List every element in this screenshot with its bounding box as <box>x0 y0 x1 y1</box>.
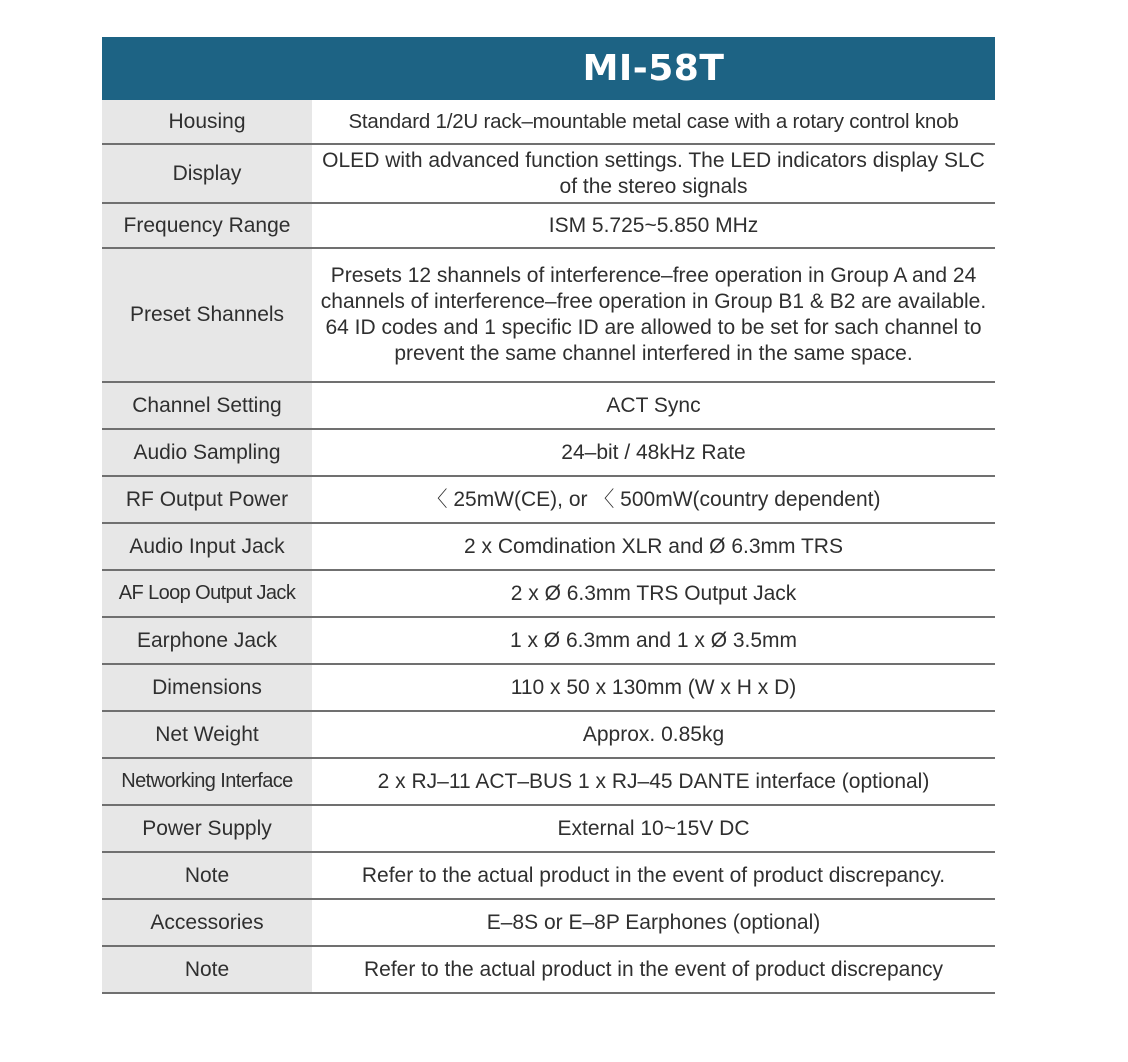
spec-label: Power Supply <box>102 806 312 851</box>
spec-label: Housing <box>102 100 312 143</box>
spec-label: RF Output Power <box>102 477 312 522</box>
spec-value: OLED with advanced function settings. The LED indicators display SLC of the stereo signals <box>312 145 995 202</box>
spec-value: E–8S or E–8P Earphones (optional) <box>312 900 995 945</box>
spec-table <box>102 37 995 994</box>
spec-value: 1 x Ø 6.3mm and 1 x Ø 3.5mm <box>312 618 995 663</box>
spec-row-display <box>102 145 995 204</box>
spec-label: Channel Setting <box>102 383 312 428</box>
spec-value: Standard 1/2U rack–mountable metal case with a rotary control knob <box>312 100 995 143</box>
spec-row-audio-sampling <box>102 430 995 477</box>
spec-value: 〈 25mW(CE), or 〈 500mW(country dependent) <box>312 477 995 522</box>
spec-value: Approx. 0.85kg <box>312 712 995 757</box>
spec-label: Networking Interface <box>102 759 312 804</box>
spec-label: Accessories <box>102 900 312 945</box>
spec-row-frequency-range <box>102 204 995 249</box>
spec-label: Note <box>102 853 312 898</box>
spec-row-earphone-jack <box>102 618 995 665</box>
spec-row-housing <box>102 100 995 145</box>
spec-value: 24–bit / 48kHz Rate <box>312 430 995 475</box>
spec-row-channel-setting <box>102 383 995 430</box>
spec-row-dimensions <box>102 665 995 712</box>
spec-value: 110 x 50 x 130mm (W x H x D) <box>312 665 995 710</box>
spec-row-audio-input-jack <box>102 524 995 571</box>
spec-row-note-2 <box>102 947 995 994</box>
spec-label: Audio Sampling <box>102 430 312 475</box>
spec-value: 2 x Ø 6.3mm TRS Output Jack <box>312 571 995 616</box>
spec-label: Note <box>102 947 312 992</box>
spec-row-rf-output-power <box>102 477 995 524</box>
spec-row-power-supply <box>102 806 995 853</box>
spec-value: ISM 5.725~5.850 MHz <box>312 204 995 247</box>
spec-label: Display <box>102 145 312 202</box>
spec-value: ACT Sync <box>312 383 995 428</box>
spec-label: AF Loop Output Jack <box>102 571 312 616</box>
spec-value: 2 x Comdination XLR and Ø 6.3mm TRS <box>312 524 995 569</box>
spec-row-networking-interface <box>102 759 995 806</box>
spec-label: Net Weight <box>102 712 312 757</box>
spec-row-note <box>102 853 995 900</box>
spec-row-net-weight <box>102 712 995 759</box>
spec-value: External 10~15V DC <box>312 806 995 851</box>
spec-value: 2 x RJ–11 ACT–BUS 1 x RJ–45 DANTE interface (optional) <box>312 759 995 804</box>
product-title: MI-58T <box>582 48 725 89</box>
spec-row-af-loop-output-jack <box>102 571 995 618</box>
spec-label: Dimensions <box>102 665 312 710</box>
spec-value: Presets 12 shannels of interference–free operation in Group A and 24 channels of interference–free operation in Group B1 & B2 are available. 64 ID codes and 1 specific ID are allowed to be set for sach channel to prevent the same channel interfered in the same space. <box>312 249 995 381</box>
table-header <box>102 37 995 100</box>
spec-value: Refer to the actual product in the event of product discrepancy <box>312 947 995 992</box>
spec-label: Frequency Range <box>102 204 312 247</box>
spec-row-preset-shannels <box>102 249 995 383</box>
spec-label: Preset Shannels <box>102 249 312 381</box>
spec-value: Refer to the actual product in the event of product discrepancy. <box>312 853 995 898</box>
spec-label: Audio Input Jack <box>102 524 312 569</box>
spec-label: Earphone Jack <box>102 618 312 663</box>
header-spacer <box>102 37 312 100</box>
spec-row-accessories <box>102 900 995 947</box>
